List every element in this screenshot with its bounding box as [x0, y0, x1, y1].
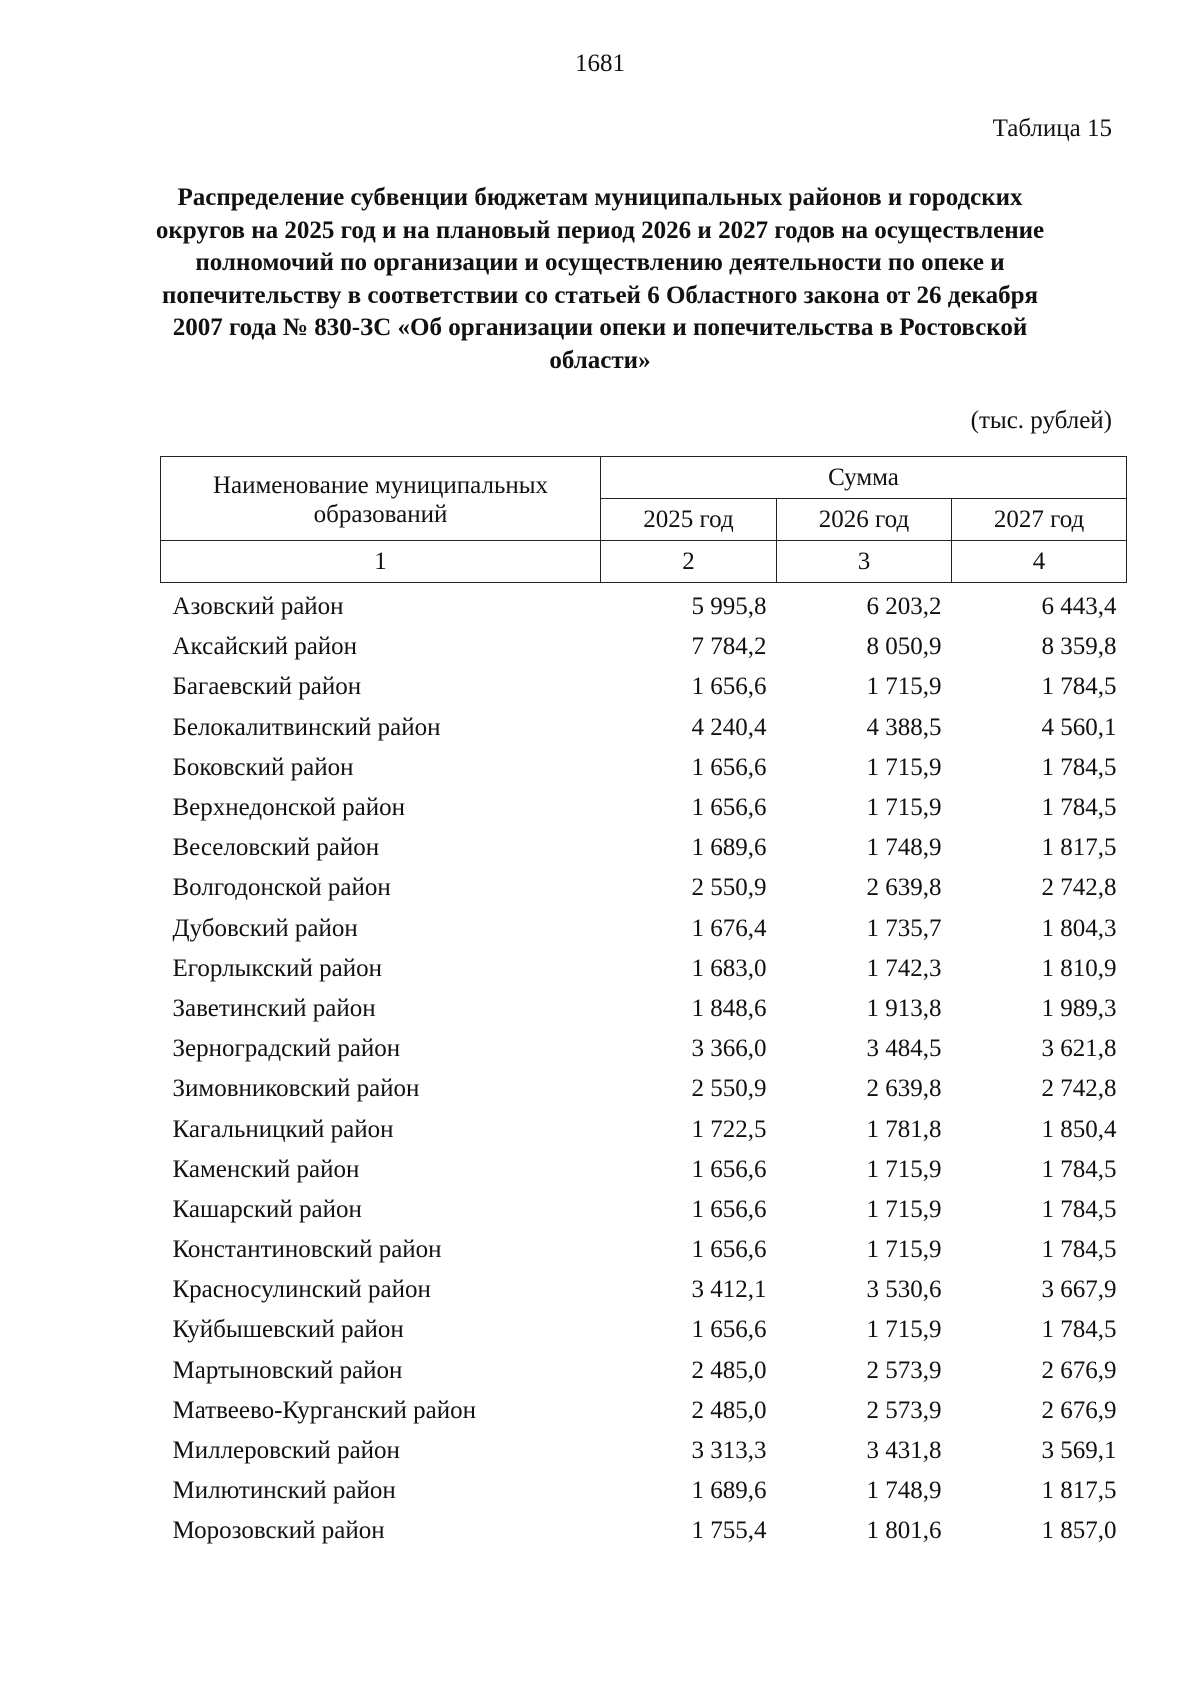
table-row — [161, 1471, 1127, 1511]
header-sum: Сумма — [601, 457, 1127, 499]
value-2025: 2 550,9 — [691, 1075, 767, 1103]
table-row — [161, 989, 1127, 1029]
value-2026: 1 715,9 — [866, 794, 942, 822]
page-number: 1681 — [575, 50, 625, 77]
value-2026: 3 431,8 — [866, 1437, 942, 1465]
value-2025: 1 656,6 — [691, 794, 767, 822]
municipality-name: Куйбышевский район — [172, 1316, 404, 1344]
table-row — [161, 1109, 1127, 1149]
municipality-name: Каменский район — [172, 1155, 360, 1183]
value-2026: 1 913,8 — [866, 994, 942, 1022]
value-2027: 3 569,1 — [1041, 1437, 1117, 1465]
value-2025: 5 995,8 — [691, 593, 767, 621]
municipality-name: Белокалитвинский район — [172, 713, 441, 741]
value-2027: 3 667,9 — [1041, 1276, 1117, 1304]
municipality-name: Кашарский район — [172, 1195, 362, 1223]
value-2027: 2 676,9 — [1041, 1396, 1117, 1424]
municipality-name: Заветинский район — [172, 994, 376, 1022]
value-2027: 1 784,5 — [1041, 1316, 1117, 1344]
municipality-name: Кагальницкий район — [172, 1115, 394, 1143]
subvention-table — [160, 456, 1127, 1552]
value-2025: 1 676,4 — [691, 914, 767, 942]
table-row — [161, 1029, 1127, 1069]
value-2025: 1 656,6 — [691, 1316, 767, 1344]
value-2026: 1 715,9 — [866, 1236, 942, 1264]
value-2026: 1 742,3 — [866, 954, 942, 982]
value-2026: 2 573,9 — [866, 1396, 942, 1424]
value-2026: 1 715,9 — [866, 1155, 942, 1183]
value-2027: 1 784,5 — [1041, 794, 1117, 822]
value-2027: 1 817,5 — [1041, 834, 1117, 862]
value-2027: 3 621,8 — [1041, 1035, 1117, 1063]
value-2027: 1 857,0 — [1041, 1517, 1117, 1545]
table-row — [161, 1150, 1127, 1190]
table-row — [161, 788, 1127, 828]
value-2026: 2 639,8 — [866, 1075, 942, 1103]
value-2026: 1 715,9 — [866, 753, 942, 781]
value-2026: 1 781,8 — [866, 1115, 942, 1143]
value-2026: 1 748,9 — [866, 834, 942, 862]
municipality-name: Дубовский район — [172, 914, 358, 942]
table-row — [161, 1230, 1127, 1270]
table-row — [161, 1351, 1127, 1391]
value-2027: 4 560,1 — [1041, 713, 1117, 741]
value-2026: 1 715,9 — [866, 673, 942, 701]
value-2027: 1 784,5 — [1041, 753, 1117, 781]
column-number: 1 — [161, 541, 601, 583]
municipality-name: Аксайский район — [172, 633, 358, 661]
table-row — [161, 1270, 1127, 1310]
value-2025: 1 683,0 — [691, 954, 767, 982]
table-label: Таблица 15 — [992, 115, 1112, 142]
value-2026: 1 735,7 — [866, 914, 942, 942]
value-2025: 3 366,0 — [691, 1035, 767, 1063]
value-2025: 1 656,6 — [691, 1155, 767, 1183]
municipality-name: Красносулинский район — [172, 1276, 431, 1304]
municipality-name: Боковский район — [172, 753, 354, 781]
table-row — [161, 1190, 1127, 1230]
value-2025: 1 656,6 — [691, 753, 767, 781]
value-2025: 2 485,0 — [691, 1356, 767, 1384]
column-number: 3 — [777, 541, 952, 583]
value-2027: 2 742,8 — [1041, 1075, 1117, 1103]
value-2027: 1 784,5 — [1041, 673, 1117, 701]
value-2027: 2 676,9 — [1041, 1356, 1117, 1384]
value-2026: 1 748,9 — [866, 1477, 942, 1505]
table-row — [161, 1310, 1127, 1350]
value-2026: 1 715,9 — [866, 1316, 942, 1344]
table-title: Распределение субвенции бюджетам муниципальных районов и городских округов на 2025 год и на плановый период 2026 и 2027 годов на осуществление полномочий по организации и осуществлению деятельности по опеке и попечительству в соответствии со статьей 6 Областного закона от 26 декабря 2007 года № 830-ЗС «Об организации опеки и попечительства в Ростовской области» — [155, 184, 1045, 374]
table-row — [161, 708, 1127, 748]
value-2027: 2 742,8 — [1041, 874, 1117, 902]
value-2027: 1 784,5 — [1041, 1155, 1117, 1183]
table-row — [161, 1391, 1127, 1431]
value-2026: 2 573,9 — [866, 1356, 942, 1384]
column-number-row — [161, 541, 1127, 583]
municipality-name: Азовский район — [172, 593, 344, 621]
value-2025: 1 656,6 — [691, 1236, 767, 1264]
table-row — [161, 627, 1127, 667]
value-2027: 8 359,8 — [1041, 633, 1117, 661]
value-2025: 1 848,6 — [691, 994, 767, 1022]
value-2027: 1 810,9 — [1041, 954, 1117, 982]
municipality-name: Мартыновский район — [172, 1356, 403, 1384]
header-year-2026: 2026 год — [777, 499, 952, 541]
municipality-name: Зимовниковский район — [172, 1075, 420, 1103]
value-2027: 1 989,3 — [1041, 994, 1117, 1022]
header-year-2027: 2027 год — [952, 499, 1127, 541]
value-2026: 1 715,9 — [866, 1195, 942, 1223]
table-row — [161, 667, 1127, 707]
table-row — [161, 1431, 1127, 1471]
column-number: 4 — [952, 541, 1127, 583]
value-2025: 4 240,4 — [691, 713, 767, 741]
value-2025: 1 722,5 — [691, 1115, 767, 1143]
value-2025: 1 689,6 — [691, 1477, 767, 1505]
table-row — [161, 583, 1127, 628]
value-2026: 8 050,9 — [866, 633, 942, 661]
value-2026: 3 484,5 — [866, 1035, 942, 1063]
table-row — [161, 909, 1127, 949]
municipality-name: Верхнедонской район — [172, 794, 405, 822]
municipality-name: Багаевский район — [172, 673, 362, 701]
value-2026: 2 639,8 — [866, 874, 942, 902]
municipality-name: Веселовский район — [172, 834, 380, 862]
municipality-name: Милютинский район — [172, 1477, 396, 1505]
value-2025: 2 550,9 — [691, 874, 767, 902]
value-2025: 1 656,6 — [691, 673, 767, 701]
value-2026: 1 801,6 — [866, 1517, 942, 1545]
table-row — [161, 748, 1127, 788]
table-body — [161, 541, 1127, 1552]
municipality-name: Зерноградский район — [172, 1035, 401, 1063]
municipality-name: Матвеево-Курганский район — [172, 1396, 477, 1424]
value-2027: 1 817,5 — [1041, 1477, 1117, 1505]
municipality-name: Морозовский район — [172, 1517, 385, 1545]
value-2025: 2 485,0 — [691, 1396, 767, 1424]
municipality-name: Волгодонской район — [172, 874, 391, 902]
municipality-name: Егорлыкский район — [172, 954, 382, 982]
table-row — [161, 868, 1127, 908]
table-row — [161, 1511, 1127, 1551]
table-row — [161, 828, 1127, 868]
column-number: 2 — [601, 541, 777, 583]
table-row — [161, 1069, 1127, 1109]
value-2027: 6 443,4 — [1041, 593, 1117, 621]
value-2027: 1 850,4 — [1041, 1115, 1117, 1143]
table-row — [161, 949, 1127, 989]
value-2025: 3 412,1 — [691, 1276, 767, 1304]
value-2026: 4 388,5 — [866, 713, 942, 741]
value-2025: 1 755,4 — [691, 1517, 767, 1545]
value-2025: 3 313,3 — [691, 1437, 767, 1465]
value-2026: 6 203,2 — [866, 593, 942, 621]
header-year-2025: 2025 год — [601, 499, 777, 541]
value-2027: 1 804,3 — [1041, 914, 1117, 942]
municipality-name: Миллеровский район — [172, 1437, 400, 1465]
value-2027: 1 784,5 — [1041, 1195, 1117, 1223]
units-label: (тыс. рублей) — [970, 407, 1112, 434]
value-2026: 3 530,6 — [866, 1276, 942, 1304]
value-2025: 1 689,6 — [691, 834, 767, 862]
value-2025: 1 656,6 — [691, 1195, 767, 1223]
municipality-name: Константиновский район — [172, 1236, 442, 1264]
header-municipality-name: Наименование муниципальных образований — [161, 457, 601, 541]
value-2027: 1 784,5 — [1041, 1236, 1117, 1264]
value-2025: 7 784,2 — [691, 633, 767, 661]
